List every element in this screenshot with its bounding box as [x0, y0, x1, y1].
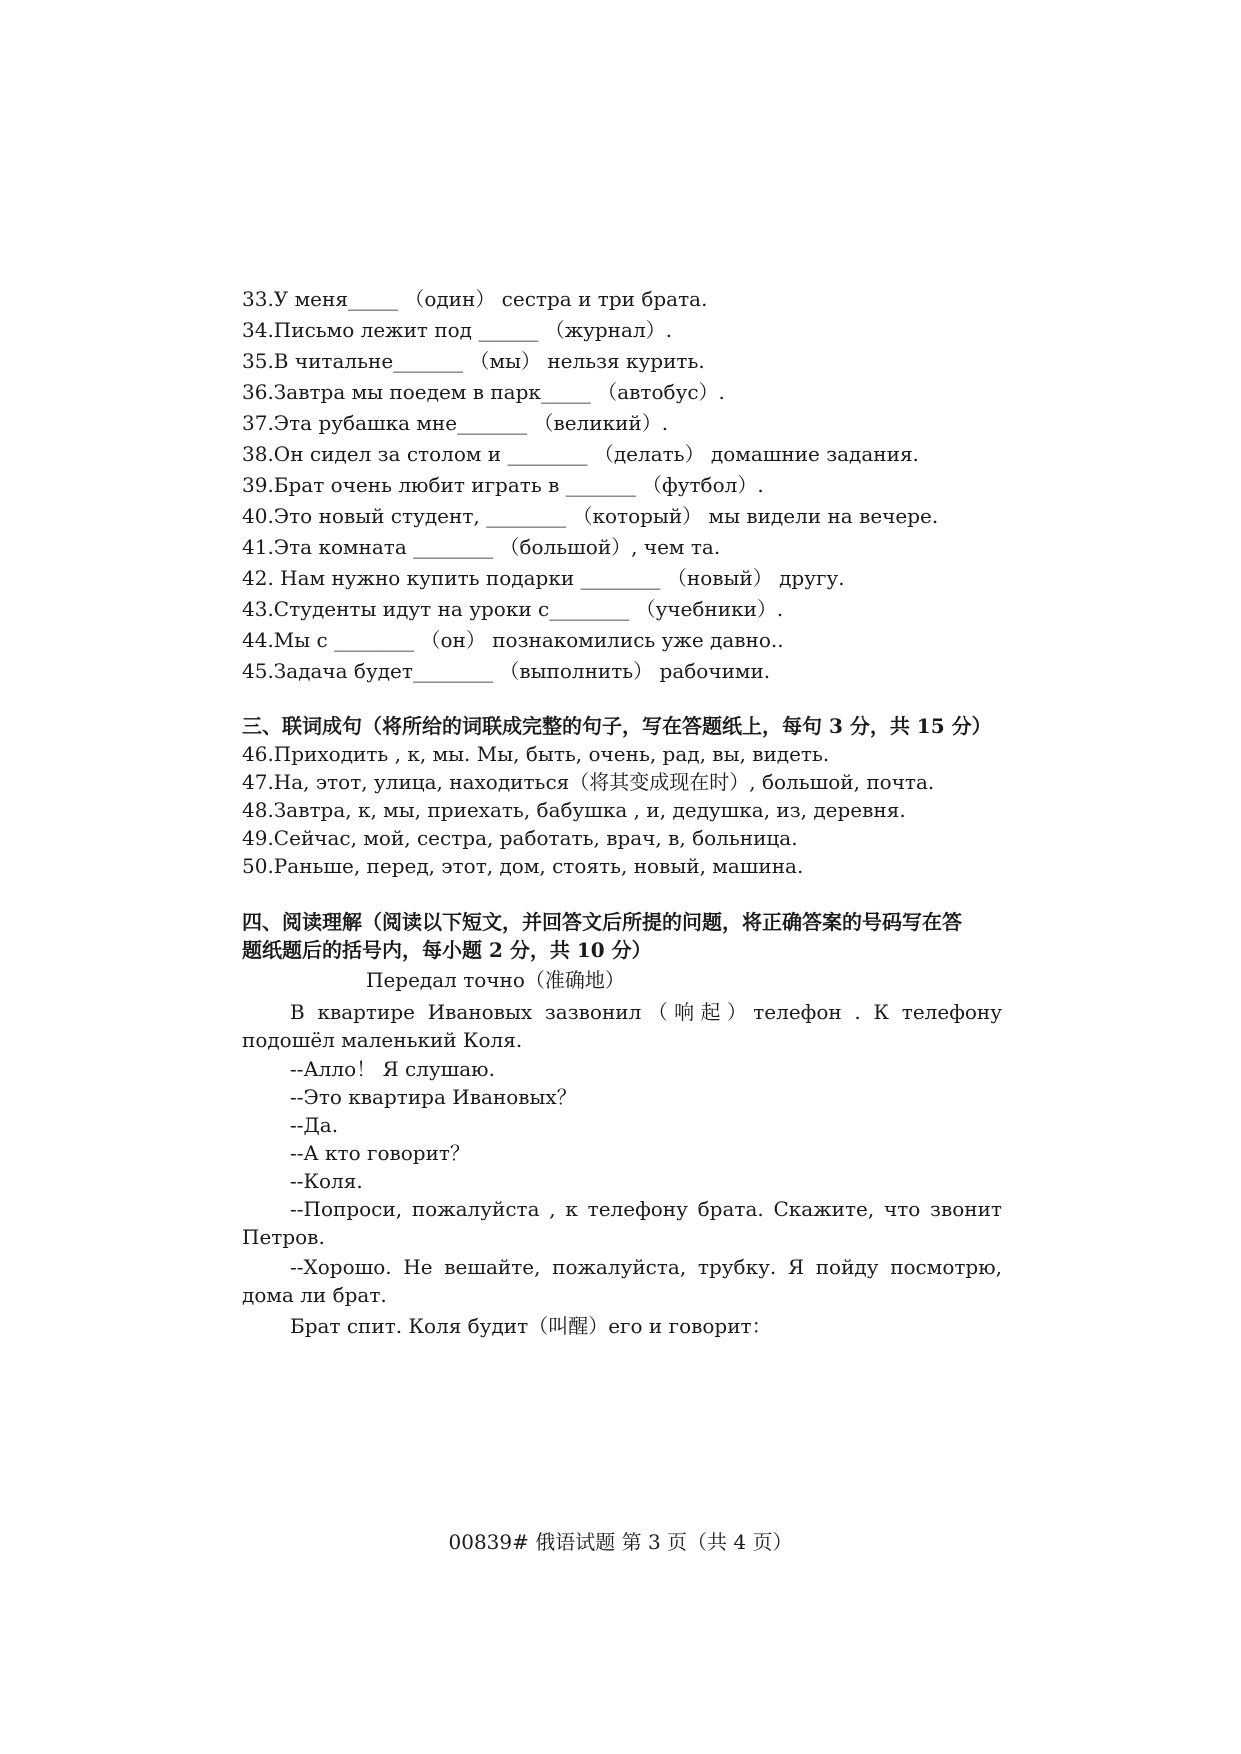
exercise-43: 43.Студенты идут на уроки с________ （учебники）. [242, 597, 784, 621]
exercise-42: 42. Нам нужно купить подарки ________ （новый） другу. [242, 566, 845, 590]
dialogue-line: --Это квартира Ивановых？ [290, 1085, 577, 1109]
exercise-47: 47.На, этот, улица, находиться（将其变成现在时）, большой, почта. [242, 770, 935, 794]
section4-heading-line1: 四、阅读理解（阅读以下短文，并回答文后所提的问题，将正确答案的号码写在答 [242, 910, 962, 934]
story-paragraph-4: Брат спит. Коля будит（叫醒）его и говорит： [290, 1314, 772, 1338]
exercise-49: 49.Сейчас, мой, сестра, работать, врач, в, больница. [242, 826, 798, 850]
dialogue-line: --Да. [290, 1113, 339, 1137]
story-title: Передал точно（准确地） [366, 968, 625, 992]
exercise-46: 46.Приходить , к, мы. Мы, быть, очень, рад, вы, видеть. [242, 742, 830, 766]
section4-heading-line2: 题纸题后的括号内，每小题 2 分，共 10 分） [242, 938, 652, 962]
exercise-38: 38.Он сидел за столом и ________ （делать） домашние задания. [242, 442, 919, 466]
exercise-35: 35.В читальне_______ （мы） нельзя курить. [242, 349, 705, 373]
exercise-33: 33.У меня_____ （один） сестра и три брата. [242, 287, 708, 311]
dialogue-line: --А кто говорит？ [290, 1141, 470, 1165]
dialogue-line: --Коля. [290, 1169, 363, 1193]
story-paragraph-2: --Попроси, пожалуйста , к телефону брата. Скажите, что звонит Петров. [242, 1197, 1002, 1249]
section3-heading: 三、联词成句（将所给的词联成完整的句子，写在答题纸上，每句 3 分，共 15 分） [242, 714, 992, 738]
story-paragraph-3: --Хорошо. Не вешайте, пожалуйста, трубку. Я пойду посмотрю, дома ли брат. [242, 1255, 1002, 1307]
story-paragraph-1: В квартире Ивановых зазвонил（响起）телефон . К телефону подошёл маленький Коля. [242, 1000, 1002, 1052]
exercise-39: 39.Брат очень любит играть в _______ （футбол）. [242, 473, 764, 497]
exercise-37: 37.Эта рубашка мне_______ （великий）. [242, 411, 669, 435]
exercise-36: 36.Завтра мы поедем в парк_____ （автобус）. [242, 380, 725, 404]
exercise-34: 34.Письмо лежит под ______ （журнал）. [242, 318, 672, 342]
page-footer: 00839# 俄语试题 第 3 页（共 4 页） [448, 1530, 793, 1554]
exercise-48: 48.Завтра, к, мы, приехать, бабушка , и, дедушка, из, деревня. [242, 798, 906, 822]
exercise-40: 40.Это новый студент, ________ （который） мы видели на вечере. [242, 504, 939, 528]
exercise-41: 41.Эта комната ________ （большой）, чем та. [242, 535, 721, 559]
exercise-50: 50.Раньше, перед, этот, дом, стоять, новый, машина. [242, 854, 804, 878]
exercise-44: 44.Мы с ________ （он） познакомились уже давно.. [242, 628, 784, 652]
dialogue-line: --Алло！ Я слушаю. [290, 1057, 495, 1081]
exercise-45: 45.Задача будет________ （выполнить） рабочими. [242, 659, 771, 683]
